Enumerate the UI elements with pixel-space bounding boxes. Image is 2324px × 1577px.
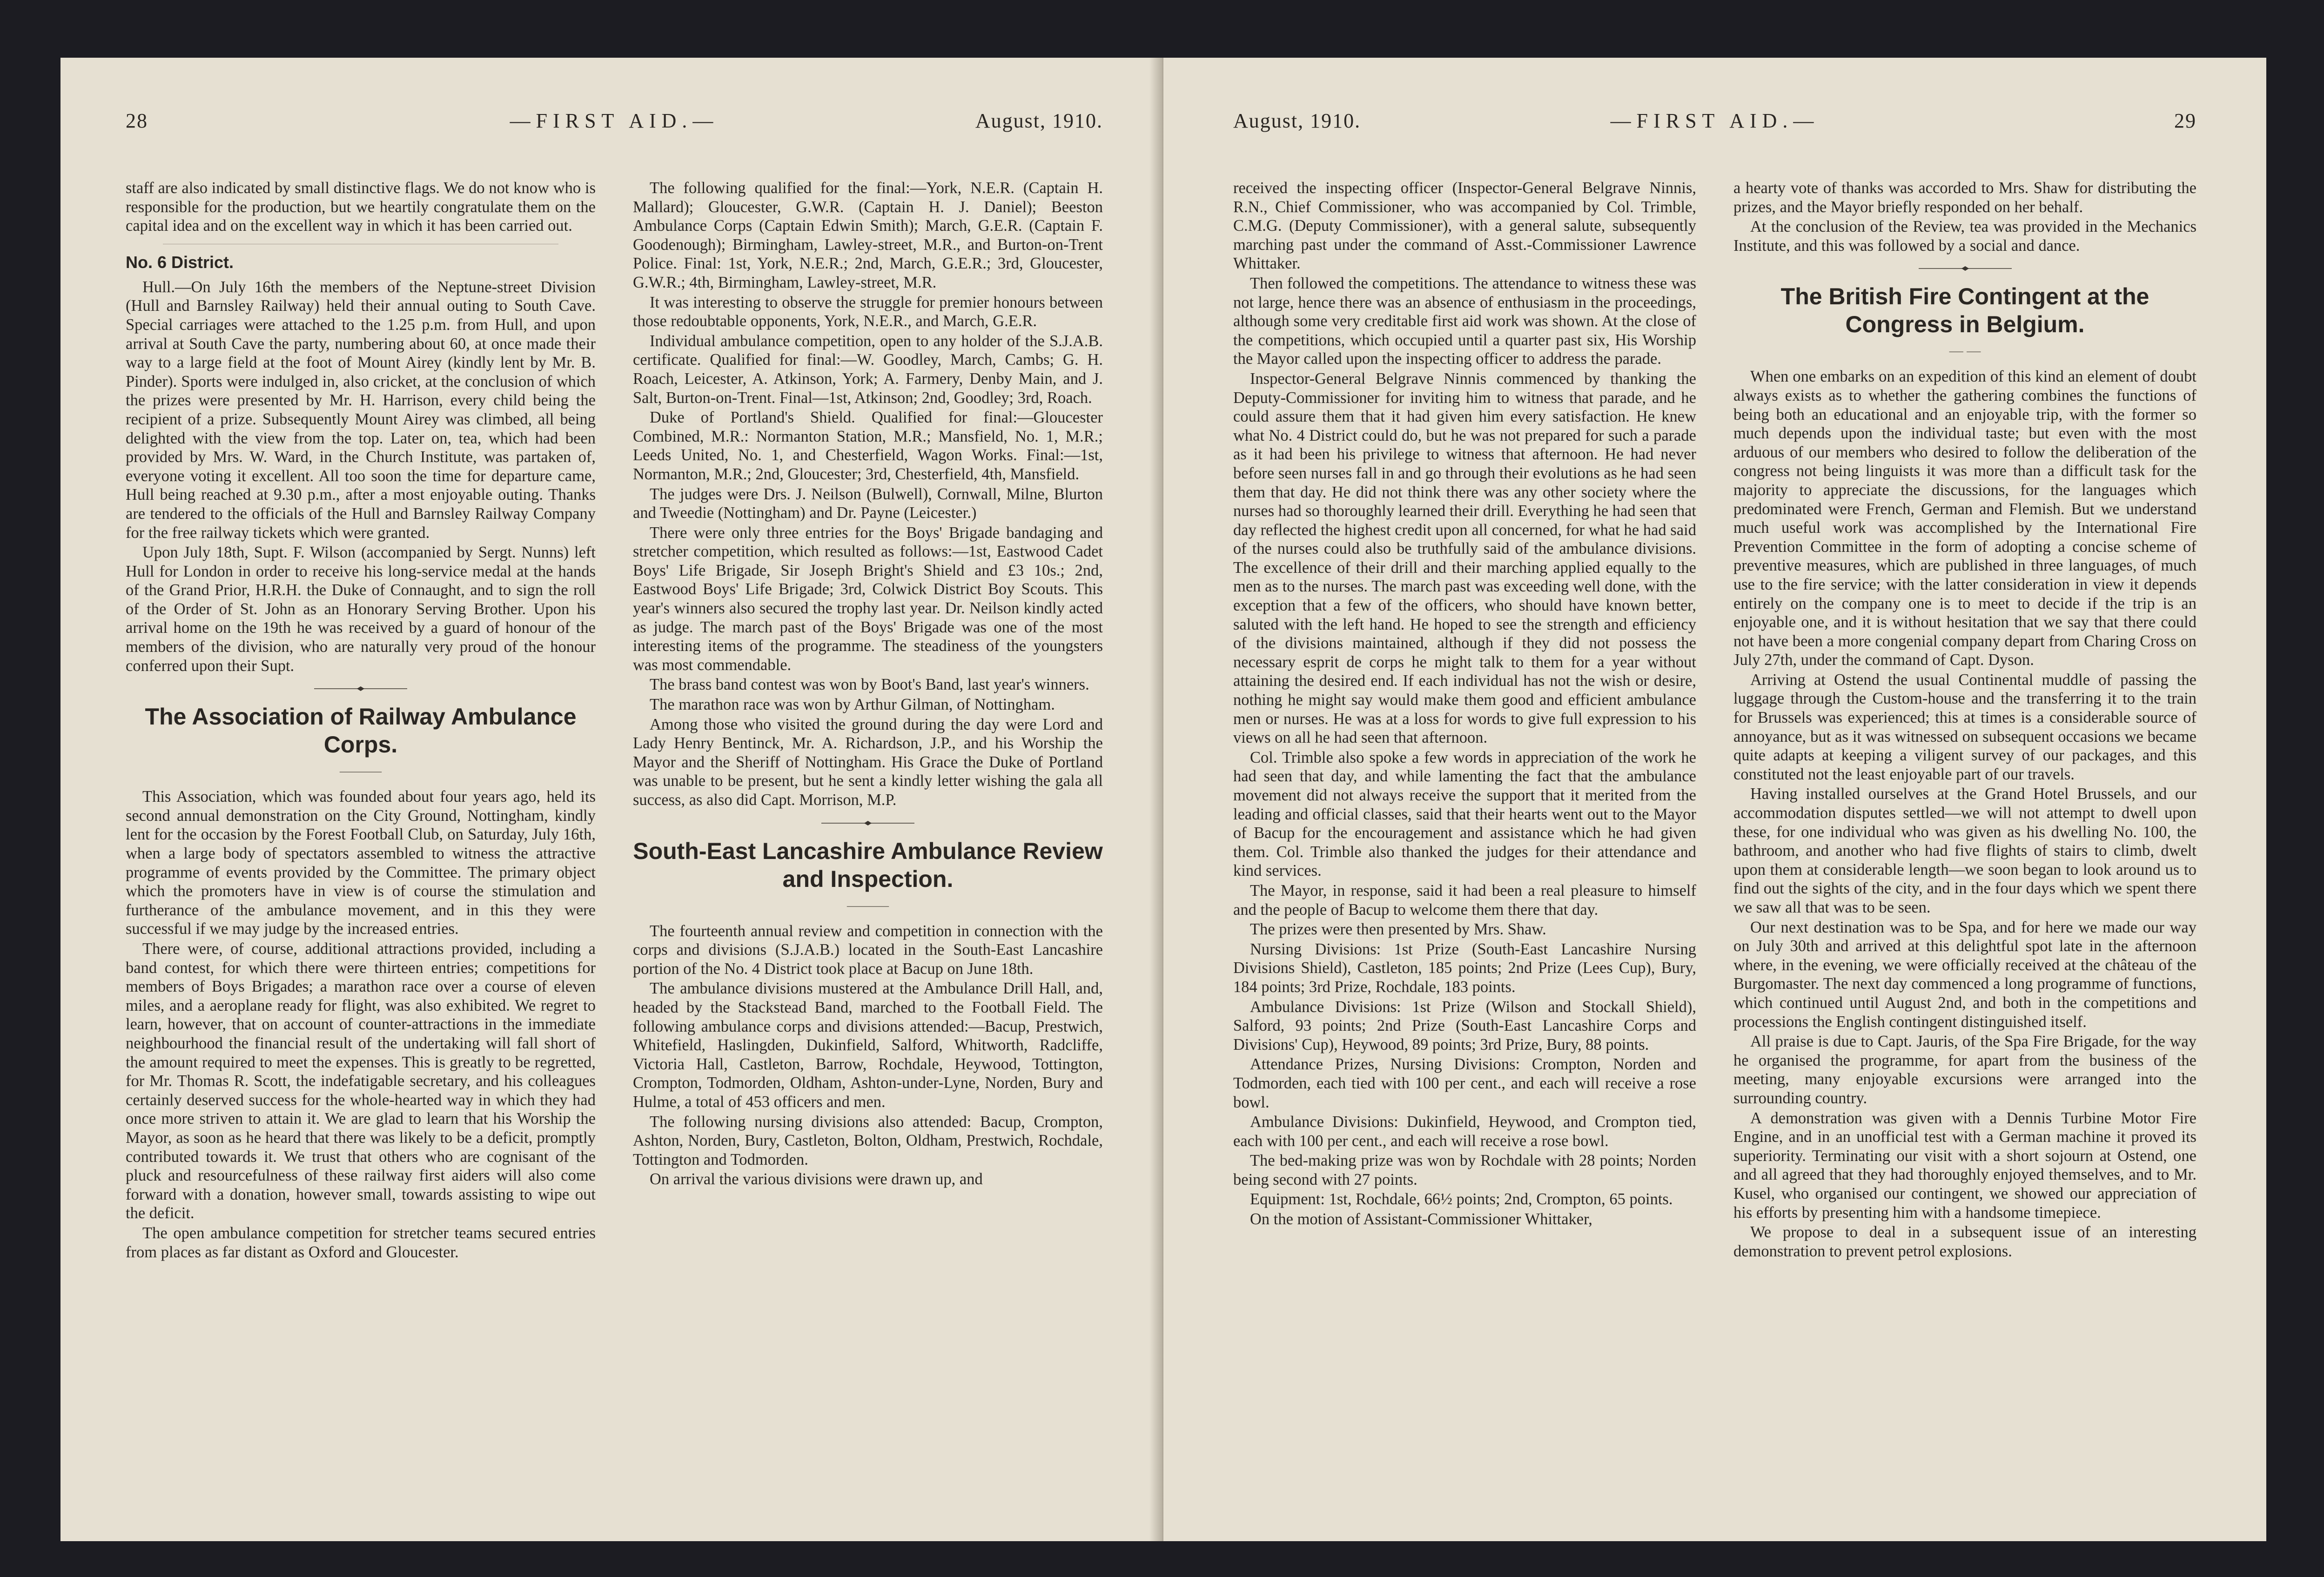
paragraph: At the conclusion of the Review, tea was provided in the Mechanics Institute, and this was followed by a social and dance.	[1733, 218, 2196, 255]
paragraph: The bed-making prize was won by Rochdale with 28 points; Norden being second with 27 points.	[1233, 1152, 1696, 1188]
right-page-header	[1233, 109, 2196, 146]
paragraph: Having installed ourselves at the Grand Hotel Brussels, and our accommodation disputes settled—we will not attempt to dwell upon these, for one individual who was given as his dwelling No. 100, the bathroom, and another who had five flights of stairs to climb, dwelt upon them at considerable length—we soon began to look around us to find out the sights of the city, and in the four days which we spent there we saw all that was to be seen.	[1733, 785, 2196, 916]
paragraph: Individual ambulance competition, open to any holder of the S.J.A.B. certificate. Qualified for final:—W. Goodley, March, Cambs; G. H. Roach, Leicester, A. Atkinson, York; A. Farmery, Denby Main, and J. Salt, Burton-on-Trent. Final—1st, Atkinson; 2nd, Goodley; 3rd, Roach.	[633, 332, 1103, 407]
paragraph: Ambulance Divisions: 1st Prize (Wilson and Stockall Shield), Salford, 93 points; 2nd Prize (South-East Lancashire Corps and Divisions' Cup), Heywood, 89 points; 3rd Prize, Bury, 88 points.	[1233, 998, 1696, 1054]
running-title: —FIRST AID.—	[1610, 109, 1820, 132]
right-page	[1163, 58, 2266, 1541]
paragraph: a hearty vote of thanks was accorded to Mrs. Shaw for distributing the prizes, and the Mayor briefly responded on her behalf.	[1733, 179, 2196, 216]
paragraph: A demonstration was given with a Dennis Turbine Motor Fire Engine, and in an unofficial test with a German machine it proved its superiority. Terminating our visit with a short sojourn at Ostend, one and all agreed that they had thoroughly enjoyed themselves, and to Mr. Kusel, who organised our contingent, we showed our appreciation of his efforts by presenting him with a handsome timepiece.	[1733, 1109, 2196, 1221]
title-dash: ———	[340, 763, 382, 779]
paragraph: The Mayor, in response, said it had been a real pleasure to himself and the people of Bacup to welcome them there that day.	[1233, 881, 1696, 919]
paragraph: Arriving at Ostend the usual Continental muddle of passing the luggage through the Custom-house and the transferring it to the train for Brussels was experienced; this at times is a considerable source of annoyance, but as it was witnessed on subsequent occasions we became quite adapts at keeping a viligent survey of our packages, and this constituted not the least enjoyable part of our travels.	[1733, 671, 2196, 783]
paragraph: The ambulance divisions mustered at the Ambulance Drill Hall, and, headed by the Stackstead Band, marched to the Football Field. The following ambulance corps and divisions attended:—Bacup, Prestwich, Whitefield, Haslingden, Dukinfield, Salford, Whitworth, Radcliffe, Victoria Hall, Castleton, Barrow, Rochdale, Heywood, Tottington, Crompton, Todmorden, Oldham, Ashton-under-Lyne, Norden, Bury and Hulme, a total of 453 officers and men.	[633, 980, 1103, 1111]
paragraph: Among those who visited the ground during the day were Lord and Lady Henry Bentinck, Mr. A. Richardson, J.P., and his Worship the Mayor and the Sheriff of Nottingham. His Grace the Duke of Portland was unable to be present, but he sent a kindly letter wishing the gala all success, as also did Capt. Morrison, M.P.	[633, 715, 1103, 809]
paragraph: The prizes were then presented by Mrs. Shaw.	[1250, 920, 1546, 939]
paragraph: Col. Trimble also spoke a few words in appreciation of the work he had seen that day, and while lamenting the fact that the ambulance movement did not always receive the support that it merited from the leading and official classes, said that their hearts went out to the Mayor of Bacup for the encouragement and assistance which he had given them. Col. Trimble also thanked the judges for their attendance and kind services.	[1233, 748, 1696, 880]
paragraph: The following qualified for the final:—York, N.E.R. (Captain H. Mallard); Gloucester, G.W.R. (Captain H. J. Daniel); Beeston Ambulance Corps (Captain Edwin Smith); March, G.E.R. (Captain F. Goodenough); Birmingham, Lawley-street, M.R., and Burton-on-Trent Police. Final: 1st, York, N.E.R.; 2nd, March, G.E.R.; 3rd, Gloucester, G.W.R.; 4th, Birmingham, Lawley-street, M.R.	[633, 179, 1103, 291]
paragraph: Equipment: 1st, Rochdale, 66½ points; 2nd, Crompton, 65 points.	[1250, 1190, 1673, 1208]
paragraph: Nursing Divisions: 1st Prize (South-East Lancashire Nursing Divisions Shield), Castleton, 185 points; 2nd Prize (Lees Cup), Bury, 184 points; 3rd Prize, Rochdale, 183 points.	[1233, 940, 1696, 996]
title-dash: — —	[1949, 343, 1981, 359]
left-page	[60, 58, 1163, 1541]
paragraph: The fourteenth annual review and competition in connection with the corps and divisions (S.J.A.B.) located in the South-East Lancashire portion of the No. 4 District took place at Bacup on June 18th.	[633, 922, 1103, 978]
paragraph: Attendance Prizes, Nursing Divisions: Crompton, Norden and Todmorden, each tied with 100 per cent., and each will receive a rose bowl.	[1233, 1055, 1696, 1111]
paragraph: All praise is due to Capt. Jauris, of the Spa Fire Brigade, for the way he organised the programme, for apart from the business of the meeting, many enjoyable excursions were arranged into the surrounding country.	[1733, 1033, 2196, 1107]
title-dash: ———	[847, 897, 889, 913]
paragraph: We propose to deal in a subsequent issue of an interesting demonstration to prevent petrol explosions.	[1733, 1223, 2196, 1260]
paragraph: The judges were Drs. J. Neilson (Bulwell), Cornwall, Milne, Blurton and Tweedie (Nottingham) and Dr. Payne (Leicester.)	[633, 485, 1103, 522]
paragraph: There were, of course, additional attractions provided, including a band contest, for which there were thirteen entries; competitions for members of Boys Brigades; a marathon race over a course of eleven miles, and a aeroplane ready for flight, was also exhibited. We regret to learn, however, that on account of counter-attractions in the immediate neighbourhood the financial result of the undertaking will fall short of the amount required to meet the expenses. This is greatly to be regretted, for Mr. Thomas R. Scott, the indefatigable secretary, and his colleagues certainly deserved success for the whole-hearted way in which they had once more striven to attain it. We are glad to learn that his Worship the Mayor, as soon as he heard that there was likely to be a deficit, promptly contributed towards it. We trust that others who are cognisant of the pluck and resourcefulness of these railway first aiders will also come forward with a donation, however small, towards assisting to wipe out the deficit.	[126, 940, 596, 1222]
right-page-column-1	[1233, 179, 1696, 1482]
paragraph: Hull.—On July 16th the members of the Neptune-street Division (Hull and Barnsley Railway) held their annual outing to South Cave. Special carriages were attached to the 1.25 p.m. from Hull, and upon arrival at South Cave the party, numbering about 60, at once made their way to a large field at the foot of Mount Airey (kindly lent by Mr. B. Pinder). Sports were indulged in, also cricket, at the conclusion of which the prizes were presented by Mr. H. Harrison, every child being the recipient of a prize. Subsequently Mount Airey was climbed, all being delighted with the view from the top. Later on, tea, which had been provided by Mrs. W. Ward, in the Church Institute, was partaken of, everyone voting it excellent. All too soon the time for departure came, Hull being reached at 9.30 p.m., after a most enjoyable outing. Thanks are tendered to the officials of the Hull and Barnsley Railway Company for the free railway tickets which were granted.	[126, 278, 596, 542]
paragraph: When one embarks on an expedition of this kind an element of doubt always exists as to whether the gathering combines the functions of being both an educational and an enjoyable trip, with the former so much depends upon the individual taste; but even with the most arduous of our members who desired to follow the deliberation of the congress not being linguists it was more than a difficult task for the majority to appreciate the discussions, for the languages which predominated were French, German and Flemish. But we understand much useful work was accomplished by the International Fire Prevention Committee in the form of adopting a concise scheme of preventive measures, which are published in three languages, of much use to the fire service; with the latter consideration in view it depends entirely on the company one is to meet to decide if the trip is an enjoyable one, and it is without hesitation that we say that there could not have been a more congenial company depart from Charing Cross on July 27th, under the command of Capt. Dyson.	[1733, 368, 2196, 669]
page-number: 29	[2174, 109, 2196, 132]
ornament-divider	[126, 685, 596, 694]
paragraph: The following nursing divisions also attended: Bacup, Crompton, Ashton, Norden, Bury, Castleton, Bolton, Oldham, Prestwich, Rochdale, Tottington and Todmorden.	[633, 1113, 1103, 1168]
left-page-column-1	[126, 179, 596, 1482]
paragraph: Then followed the competitions. The attendance to witness these was not large, hence there was an absence of enthusiasm in the proceedings, although some very creditable first aid work was shown. At the close of the competitions, which occupied until a quarter past six, His Worship the Mayor called upon the inspecting officer to address the parade.	[1233, 274, 1696, 368]
paragraph: Ambulance Divisions: Dukinfield, Heywood, and Crompton tied, each with 100 per cent., and each will receive a rose bowl.	[1233, 1113, 1696, 1150]
article-title: The Association of Railway Ambulance Corps.	[145, 704, 577, 758]
paragraph: The brass band contest was won by Boot's Band, last year's winners.	[650, 676, 1089, 694]
paragraph: This Association, which was founded about four years ago, held its second annual demonstration on the City Ground, Nottingham, kindly lent for the occasion by the Forest Football Club, on Saturday, July 16th, when a large body of spectators assembled to witness the attractive programme of events provided by the Committee. The primary object which the promoters have in view is of course the stimulation and furtherance of the ambulance movement, and in this they were successful if we may judge by the increased entries.	[126, 788, 596, 938]
article-title: The British Fire Contingent at the Congress in Belgium.	[1780, 283, 2149, 338]
paragraph: received the inspecting officer (Inspector-General Belgrave Ninnis, R.N., Chief Commissioner, who was accompanied by Col. Trimble, C.M.G. (Deputy Commissioner), with a general salute, subsequently marching past under the command of Asst.-Commissioner Lawrence Whittaker.	[1233, 179, 1696, 273]
left-page-header	[126, 109, 1103, 146]
paragraph: staff are also indicated by small distinctive flags. We do not know who is responsible for the production, but we heartily congratulate them on the capital idea and on the excellent way in which it has been carried out.	[126, 179, 596, 235]
paragraph: Upon July 18th, Supt. F. Wilson (accompanied by Sergt. Nunns) left Hull for London in order to receive his long-service medal at the hands of the Grand Prior, H.R.H. the Duke of Connaught, and to sign the roll of the Order of St. John as an Honorary Serving Brother. Upon his arrival home on the 19th he was received by a guard of honour of the members of the division, who are naturally very proud of the honour conferred upon their Supt.	[126, 544, 596, 675]
issue-date: August, 1910.	[1233, 109, 1361, 132]
paragraph: Our next destination was to be Spa, and for here we made our way on July 30th and arrived at this delightful spot late in the afternoon where, in the evening, we were officially received at the château of the Burgomaster. The next day commenced a long programme of functions, which continued until August 2nd, and both in the competitions and processions the English contingent distinguished itself.	[1733, 918, 2196, 1031]
page-number: 28	[126, 109, 148, 132]
paragraph: On the motion of Assistant-Commissioner Whittaker,	[1250, 1210, 1592, 1228]
paragraph: It was interesting to observe the struggle for premier honours between those redoubtable opponents, York, N.E.R., and March, G.E.R.	[633, 293, 1103, 330]
paragraph: There were only three entries for the Boys' Brigade bandaging and stretcher competition, which resulted as follows:—1st, Eastwood Cadet Boys' Life Brigade, Sir Joseph Bright's Shield and £3 10s.; 2nd, Eastwood Boys' Life Brigade; 3rd, Colwick District Boy Scouts. This year's winners also secured the trophy last year. Dr. Neilson kindly acted as judge. The march past of the Boys' Brigade was one of the most interesting items of the programme. The steadiness of the youngsters was most commendable.	[633, 523, 1103, 674]
right-page-column-2	[1733, 179, 2196, 1482]
article-title: South-East Lancashire Ambulance Review and Inspection.	[633, 838, 1103, 892]
paragraph: On arrival the various divisions were drawn up, and	[650, 1170, 983, 1188]
paragraph: Inspector-General Belgrave Ninnis commenced by thanking the Deputy-Commissioner for inviting him to witness that parade, and he could assure them that it had given him every satisfaction. He knew what No. 4 District could do, but he was not prepared for such a parade as it had been his privilege to witness that afternoon. He had never before seen nurses fall in and go through their evolutions as he had seen them that day. He did not think there was any other society where the nurses had so thoroughly learned their drill. Everything he had seen that day reflected the highest credit upon all concerned, for what he had said of the nurses could also be truthfully said of the ambulance divisions. The excellence of their drill and their marching applied equally to the men as to the nurses. The march past was exceeding well done, with the exception that a few of the officers, who should have known better, saluted with the left hand. He hoped to see the strength and efficiency of the divisions maintained, although if they did not possess the necessary esprit de corps he might talk to them for a year without attaining the desired end. If each individual has not the wish or desire, nothing he might say would make them good and efficient ambulance men or nurses. He was at a loss for words to give full expression to his views on all he had seen that afternoon.	[1233, 369, 1696, 747]
running-title: —FIRST AID.—	[510, 109, 719, 132]
issue-date: August, 1910.	[975, 109, 1103, 132]
paragraph: The open ambulance competition for stretcher teams secured entries from places as far distant as Oxford and Gloucester.	[126, 1224, 596, 1261]
ornament-divider	[1733, 265, 2196, 274]
ornament-divider	[633, 820, 1103, 829]
paragraph: The marathon race was won by Arthur Gilman, of Nottingham.	[650, 696, 1055, 714]
paragraph: Duke of Portland's Shield. Qualified for final:—Gloucester Combined, M.R.: Normanton Station, M.R.; Mansfield, No. 1, M.R.; Leeds United, No. 1, and Chesterfield, Wagon Works. Final:—1st, Normanton, M.R.; 2nd, Gloucester; 3rd, Chesterfield, 4th, Mansfield.	[633, 409, 1103, 483]
district-heading: No. 6 District.	[126, 252, 234, 272]
left-page-column-2	[633, 179, 1103, 1482]
